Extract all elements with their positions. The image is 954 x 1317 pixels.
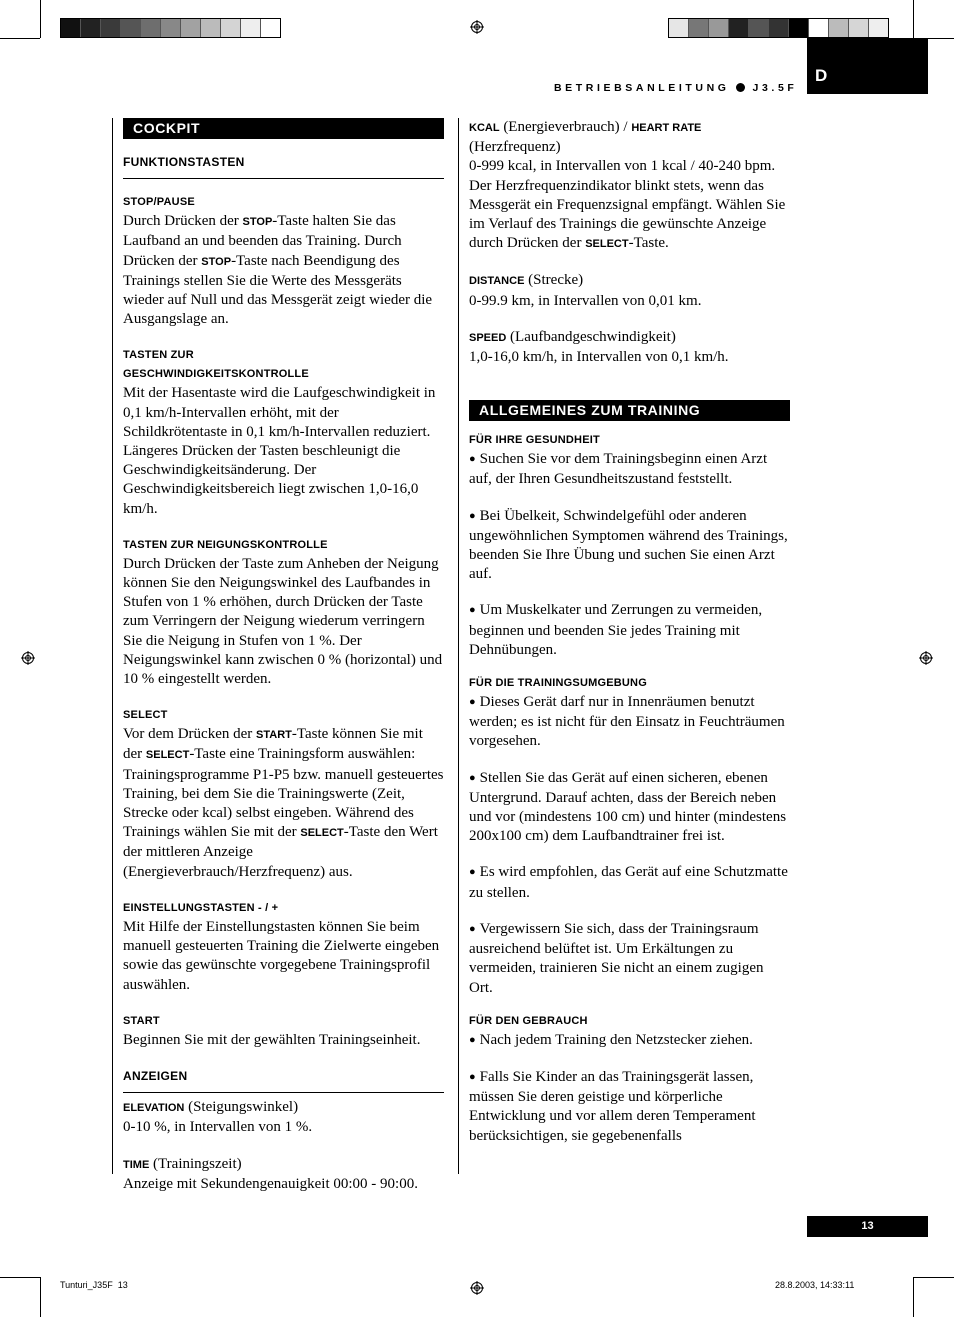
list-item: ● Suchen Sie vor dem Trainingsbeginn einen Arzt auf, der Ihren Gesundheitszustand feststellt. (469, 450, 790, 489)
distance-text: 0-99.9 km, in Intervallen von 0,01 km. (469, 292, 702, 309)
label-incline-keys: TASTEN ZUR NEIGUNGSKONTROLLE (123, 538, 328, 551)
footer-file-info: Tunturi_J35F 13 (60, 1280, 128, 1290)
registration-mark-icon (470, 20, 484, 34)
model-name: J3.5F (752, 82, 798, 94)
registration-mark-icon (919, 651, 933, 665)
label-start: START (123, 1014, 160, 1027)
incline-keys-text: Durch Drücken der Taste zum Anheben der Neigung können Sie den Neigungswinkel des Laufbandes in Stufen von 1 % erhöhen, durch Drücken der Taste zum Verringern der Neigung wiederum verringern Sie die Neigung in Stufen von 1 %. Der Neigungswinkel kann zwischen 0 % (horizontal) und 10 % eingestellt werden. (123, 555, 443, 688)
list-item: ● Es wird empfohlen, das Gerät auf eine Schutzmatte zu stellen. (469, 863, 790, 902)
center-column-rule (458, 118, 459, 1174)
color-bar-left (60, 18, 281, 38)
elevation-text: 0-10 %, in Intervallen von 1 %. (123, 1119, 313, 1136)
left-column (123, 118, 444, 1194)
section-title-cockpit: COCKPIT (123, 118, 444, 139)
kcal-heading: KCAL (Energieverbrauch) / HEART RATE (469, 119, 702, 135)
subheading-anzeigen: ANZEIGEN (123, 1067, 444, 1093)
list-item: ● Stellen Sie das Gerät auf einen sicheren, ebenen Untergrund. Darauf achten, dass der Bereich neben und vor (mindestens 100 cm) und hinter (mindestens 200x100 cm) dem Laufbandtrainer frei ist. (469, 769, 790, 847)
elevation-heading: ELEVATION (Steigungswinkel) (123, 1099, 299, 1116)
start-text: Beginnen Sie mit der gewählten Trainingseinheit. (123, 1031, 421, 1048)
heart-rate-name: (Herzfrequenz) (469, 139, 561, 156)
label-adjust-keys: EINSTELLUNGSTASTEN - / + (123, 901, 279, 914)
speed-heading: SPEED (Laufbandgeschwindigkeit) (469, 328, 676, 345)
kcal-text: 0-999 kcal, in Intervallen von 1 kcal / 40-240 bpm. Der Herzfrequenzindikator blinkt stets, wenn das Messgerät ein Frequenzsignal empfängt. Wählen Sie im Verlauf des Trainings die gewünschte Anzeige durch Drücken der SELECT-Taste. (469, 158, 786, 252)
label-stop-pause: STOP/PAUSE (123, 196, 195, 209)
right-column (469, 118, 790, 1146)
list-item: ● Falls Sie Kinder an das Trainingsgerät lassen, müssen Sie deren geistige und körperliche Entwicklung und vor allem deren Temperament berücksichtigen, sie gegebenenfalls (469, 1068, 790, 1146)
list-item: ● Vergewissern Sie sich, dass der Trainingsraum ausreichend belüftet ist. Um Erkältungen zu vermeiden, trainieren Sie nicht an einem zugigen Ort. (469, 920, 790, 998)
label-use: FÜR DEN GEBRAUCH (469, 1014, 588, 1027)
running-header (554, 82, 797, 94)
color-bar-right (668, 18, 889, 38)
page-number: 13 (807, 1216, 928, 1237)
registration-mark-icon (470, 1281, 484, 1295)
label-speed-keys: TASTEN ZUR GESCHWINDIGKEITSKONTROLLE (123, 349, 309, 381)
time-text: Anzeige mit Sekundengenauigkeit 00:00 - 90:00. (123, 1175, 418, 1192)
footer-timestamp: 28.8.2003, 14:33:11 (775, 1280, 855, 1290)
bullet-dot-icon (736, 83, 745, 92)
label-health: FÜR IHRE GESUNDHEIT (469, 434, 600, 447)
select-text: Vor dem Drücken der START-Taste können Sie mit der SELECT-Taste eine Trainingsform auswählen: Trainingsprogramme P1-P5 bzw. manuell gesteuertes Training, bei dem Sie die Trainingswerte (Zeit, Strecke oder kcal) selbst eingeben. Während des Trainings wählen Sie mit der SELECT-Taste den Wert der mittleren Anzeige (Energieverbrauch/Herzfrequenz) aus. (123, 726, 444, 880)
section-title-training: ALLGEMEINES ZUM TRAINING (469, 400, 790, 421)
list-item: ● Dieses Gerät darf nur in Innenräumen benutzt werden; es ist nicht für den Einsatz in Feuchträumen vorgesehen. (469, 693, 790, 752)
subheading-funktionstasten: FUNKTIONSTASTEN (123, 153, 444, 179)
list-item: ● Um Muskelkater und Zerrungen zu vermeiden, beginnen und beenden Sie jedes Training mit Dehnübungen. (469, 601, 790, 660)
label-select: SELECT (123, 709, 168, 722)
adjust-keys-text: Mit Hilfe der Einstellungstasten können Sie beim manuell gesteuerten Training die Zielwerte eingeben sowie das gewünschte vorgegebene Trainingsprofil auswählen. (123, 918, 440, 993)
language-tab-label: D (815, 66, 828, 85)
distance-heading: DISTANCE (Strecke) (469, 272, 584, 289)
registration-mark-icon (21, 651, 35, 665)
left-column-rule (112, 118, 113, 1174)
label-environment: FÜR DIE TRAININGSUMGEBUNG (469, 677, 647, 690)
running-title: BETRIEBSANLEITUNG (554, 82, 730, 94)
language-tab (807, 38, 928, 94)
list-item: ● Nach jedem Training den Netzstecker ziehen. (469, 1031, 790, 1051)
speed-keys-text: Mit der Hasentaste wird die Laufgeschwindigkeit in 0,1 km/h-Intervallen erhöht, mit der Schildkrötentaste in 0,1 km/h-Intervallen reduziert. Längeres Drücken der Tasten beschleunigt die Geschwindigkeitsänderung. Der Geschwindigkeitsbereich liegt zwischen 1,0-16,0 km/h. (123, 385, 436, 517)
speed-text: 1,0-16,0 km/h, in Intervallen von 0,1 km/h. (469, 349, 729, 366)
stop-text: Durch Drücken der STOP-Taste halten Sie das Laufband an und beenden das Training. Durch Drücken der STOP-Taste nach Beendigung des Trainings stellen Sie die Werte des Messgeräts wieder auf Null und das Messgerät zeigt wieder die Ausgangslage an. (123, 213, 433, 328)
list-item: ● Bei Übelkeit, Schwindelgefühl oder anderen ungewöhnlichen Symptomen während des Trainings, beenden Sie Ihre Übung und suchen Sie einen Arzt auf. (469, 507, 790, 585)
time-heading: TIME (Trainingszeit) (123, 1155, 242, 1172)
